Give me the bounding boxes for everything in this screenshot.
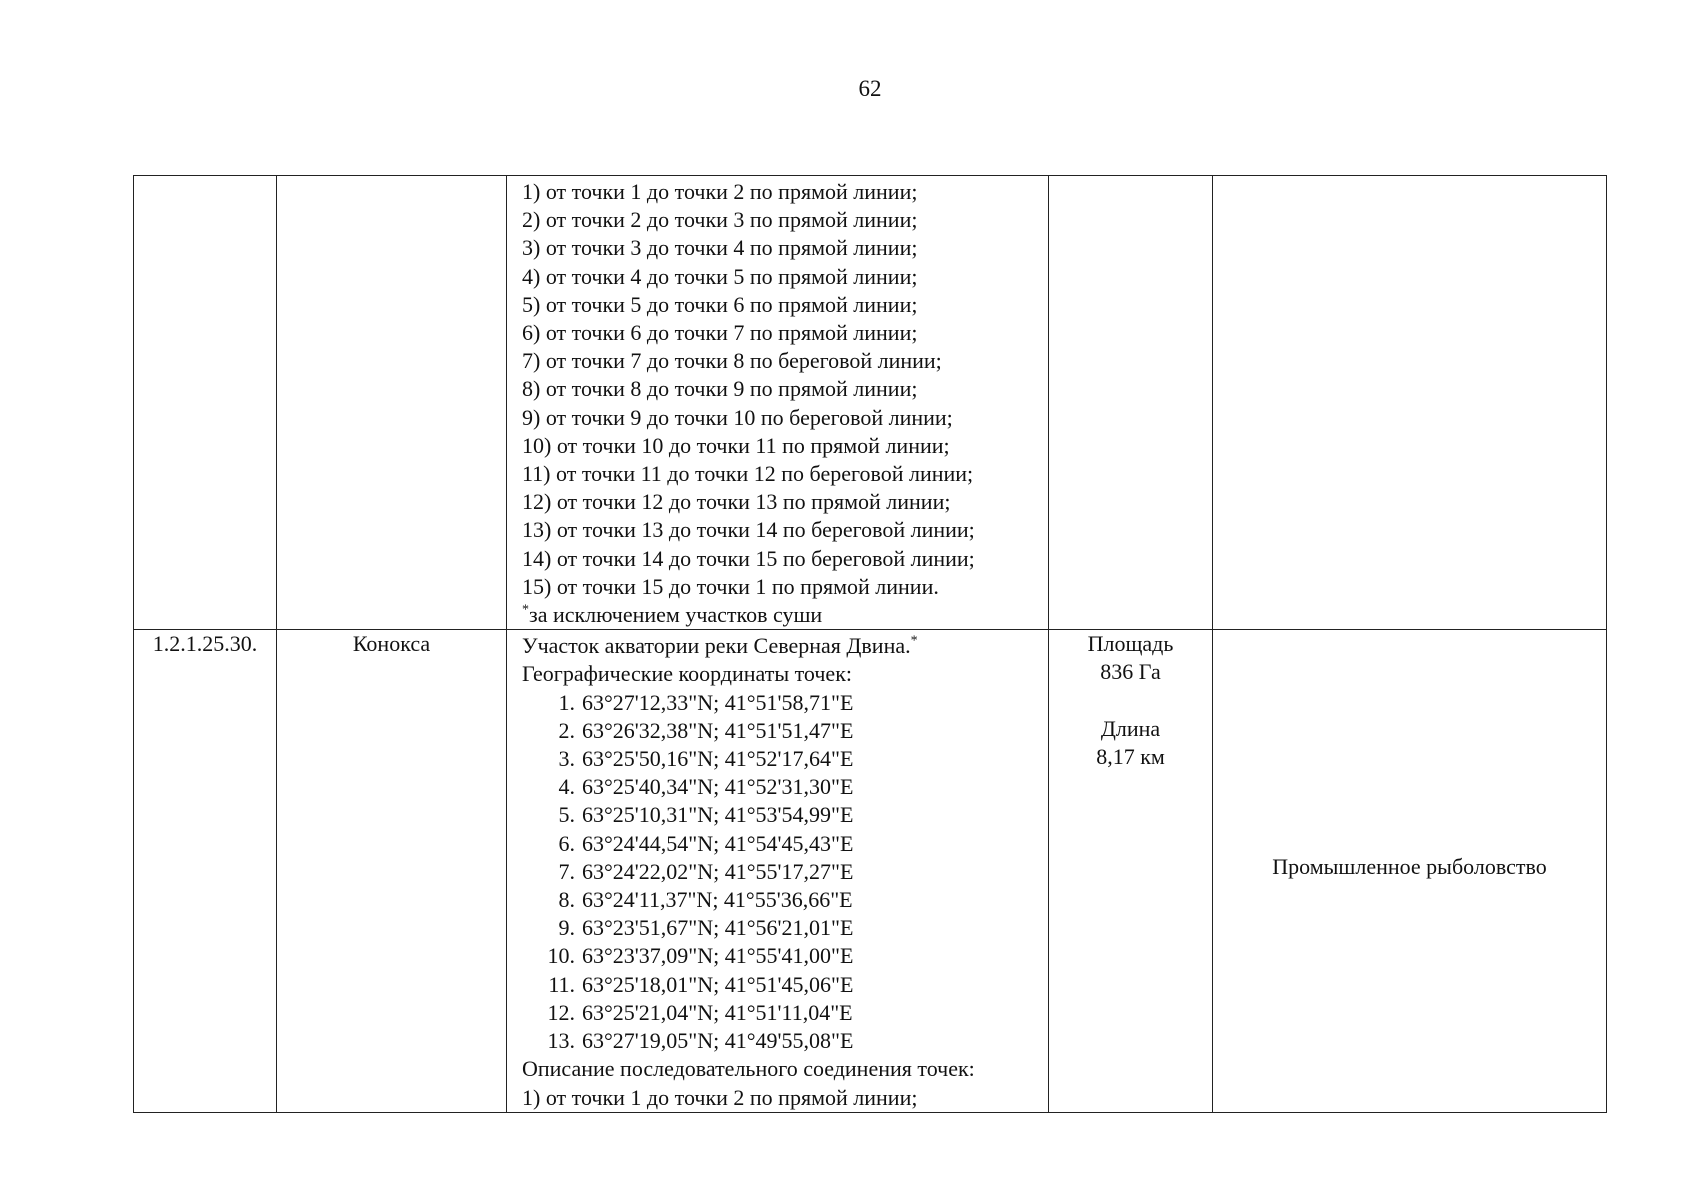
coordinate-number: 8.: [558, 887, 575, 913]
coordinate-value: 63°25'50,16"N; 41°52'17,64"E: [582, 746, 854, 772]
table-row-konoksa: [134, 630, 1607, 1112]
boundary-step: 6) от точки 6 до точки 7 по прямой линии;: [522, 320, 918, 346]
page-number: 62: [858, 76, 882, 101]
coordinate-number: 11.: [548, 971, 575, 997]
coordinate-item: [522, 971, 1048, 999]
usage-type: Промышленное рыболовство: [1213, 630, 1607, 1112]
cell-description-continuation: [507, 176, 1049, 630]
coordinate-number: 9.: [558, 915, 575, 941]
table-row-continuation: [134, 176, 1607, 630]
coordinate-value: 63°23'37,09"N; 41°55'41,00"E: [582, 943, 854, 969]
coordinate-item: [522, 886, 1048, 914]
coordinate-value: 63°25'40,34"N; 41°52'31,30"E: [582, 774, 854, 800]
coordinate-number: 13.: [547, 1028, 575, 1054]
boundary-step: 3) от точки 3 до точки 4 по прямой линии;: [522, 235, 918, 261]
coordinate-number: 10.: [547, 943, 575, 969]
description-footnote-mark: *: [910, 633, 918, 649]
boundary-step: 15) от точки 15 до точки 1 по прямой линии.: [522, 573, 939, 599]
coordinate-number: 6.: [558, 830, 575, 856]
cell-params: [1049, 630, 1213, 1112]
coordinate-item: [522, 830, 1048, 858]
coordinate-item: [522, 717, 1048, 745]
boundary-step: 10) от точки 10 до точки 11 по прямой линии;: [522, 432, 950, 458]
coordinate-value: 63°24'44,54"N; 41°54'45,43"E: [582, 830, 854, 856]
coordinate-number: 2.: [558, 717, 575, 743]
area-label: Площадь: [1087, 631, 1174, 657]
coordinate-item: [522, 999, 1048, 1027]
coordinate-item: [522, 801, 1048, 829]
cell-code-empty: [134, 176, 277, 630]
footnote-mark: *: [522, 602, 529, 618]
coordinate-value: 63°24'22,02"N; 41°55'17,27"E: [582, 858, 854, 884]
cell-description: [507, 630, 1049, 1112]
boundary-steps-list: [522, 178, 1048, 601]
coordinate-item: [522, 745, 1048, 773]
coordinate-value: 63°25'21,04"N; 41°51'11,04"E: [582, 999, 853, 1025]
coordinate-value: 63°24'11,37"N; 41°55'36,66"E: [582, 887, 853, 913]
coordinate-item: [522, 773, 1048, 801]
coordinate-value: 63°27'12,33"N; 41°51'58,71"E: [582, 689, 854, 715]
coordinates-list: [522, 689, 1048, 1056]
connection-first-step: 1) от точки 1 до точки 2 по прямой линии;: [522, 1084, 918, 1110]
coordinate-value: 63°27'19,05"N; 41°49'55,08"E: [582, 1028, 854, 1054]
coordinate-number: 7.: [558, 858, 575, 884]
description-title: [522, 632, 1048, 660]
coordinate-item: [522, 689, 1048, 717]
boundary-step: 9) от точки 9 до точки 10 по береговой линии;: [522, 404, 953, 430]
coordinate-number: 12.: [547, 999, 575, 1025]
coordinate-item: [522, 1027, 1048, 1055]
boundary-step: 12) от точки 12 до точки 13 по прямой линии;: [522, 489, 951, 515]
length-label: Длина: [1100, 715, 1161, 741]
boundary-step: 4) от точки 4 до точки 5 по прямой линии;: [522, 263, 918, 289]
area-name: Конокса: [277, 630, 507, 1112]
boundary-step: 2) от точки 2 до точки 3 по прямой линии;: [522, 207, 918, 233]
boundary-step: 5) от точки 5 до точки 6 по прямой линии;: [522, 291, 918, 317]
coordinate-value: 63°26'32,38"N; 41°51'51,47"E: [582, 717, 854, 743]
coordinate-number: 4.: [558, 774, 575, 800]
coordinate-number: 5.: [558, 802, 575, 828]
area-code: 1.2.1.25.30.: [134, 630, 277, 1112]
fishing-areas-table: [133, 175, 1607, 1113]
coordinate-value: 63°23'51,67"N; 41°56'21,01"E: [582, 915, 854, 941]
length-value: 8,17 км: [1096, 743, 1165, 769]
cell-usage-empty: [1213, 176, 1607, 630]
area-value: 836 Га: [1100, 659, 1161, 685]
boundary-step: 8) от точки 8 до точки 9 по прямой линии;: [522, 376, 918, 402]
connection-heading: Описание последовательного соединения точек:: [522, 1056, 975, 1082]
coordinate-item: [522, 942, 1048, 970]
boundary-step: 7) от точки 7 до точки 8 по береговой линии;: [522, 348, 942, 374]
coordinate-number: 3.: [558, 746, 575, 772]
boundary-step: 13) от точки 13 до точки 14 по береговой линии;: [522, 517, 975, 543]
coordinate-value: 63°25'10,31"N; 41°53'54,99"E: [582, 802, 854, 828]
boundary-step: 11) от точки 11 до точки 12 по береговой линии;: [522, 461, 974, 487]
coordinate-value: 63°25'18,01"N; 41°51'45,06"E: [582, 971, 854, 997]
cell-name-empty: [277, 176, 507, 630]
coordinate-number: 1.: [558, 689, 575, 715]
boundary-step: 14) от точки 14 до точки 15 по береговой линии;: [522, 545, 975, 571]
footnote-text: за исключением участков суши: [529, 602, 823, 628]
cell-params-empty: [1049, 176, 1213, 630]
coordinate-item: [522, 914, 1048, 942]
boundary-step: 1) от точки 1 до точки 2 по прямой линии;: [522, 179, 918, 204]
coordinate-item: [522, 858, 1048, 886]
footnote: [522, 601, 1048, 629]
description-title-text: Участок акватории реки Северная Двина.: [522, 633, 911, 659]
coords-heading: Географические координаты точек:: [522, 661, 852, 687]
